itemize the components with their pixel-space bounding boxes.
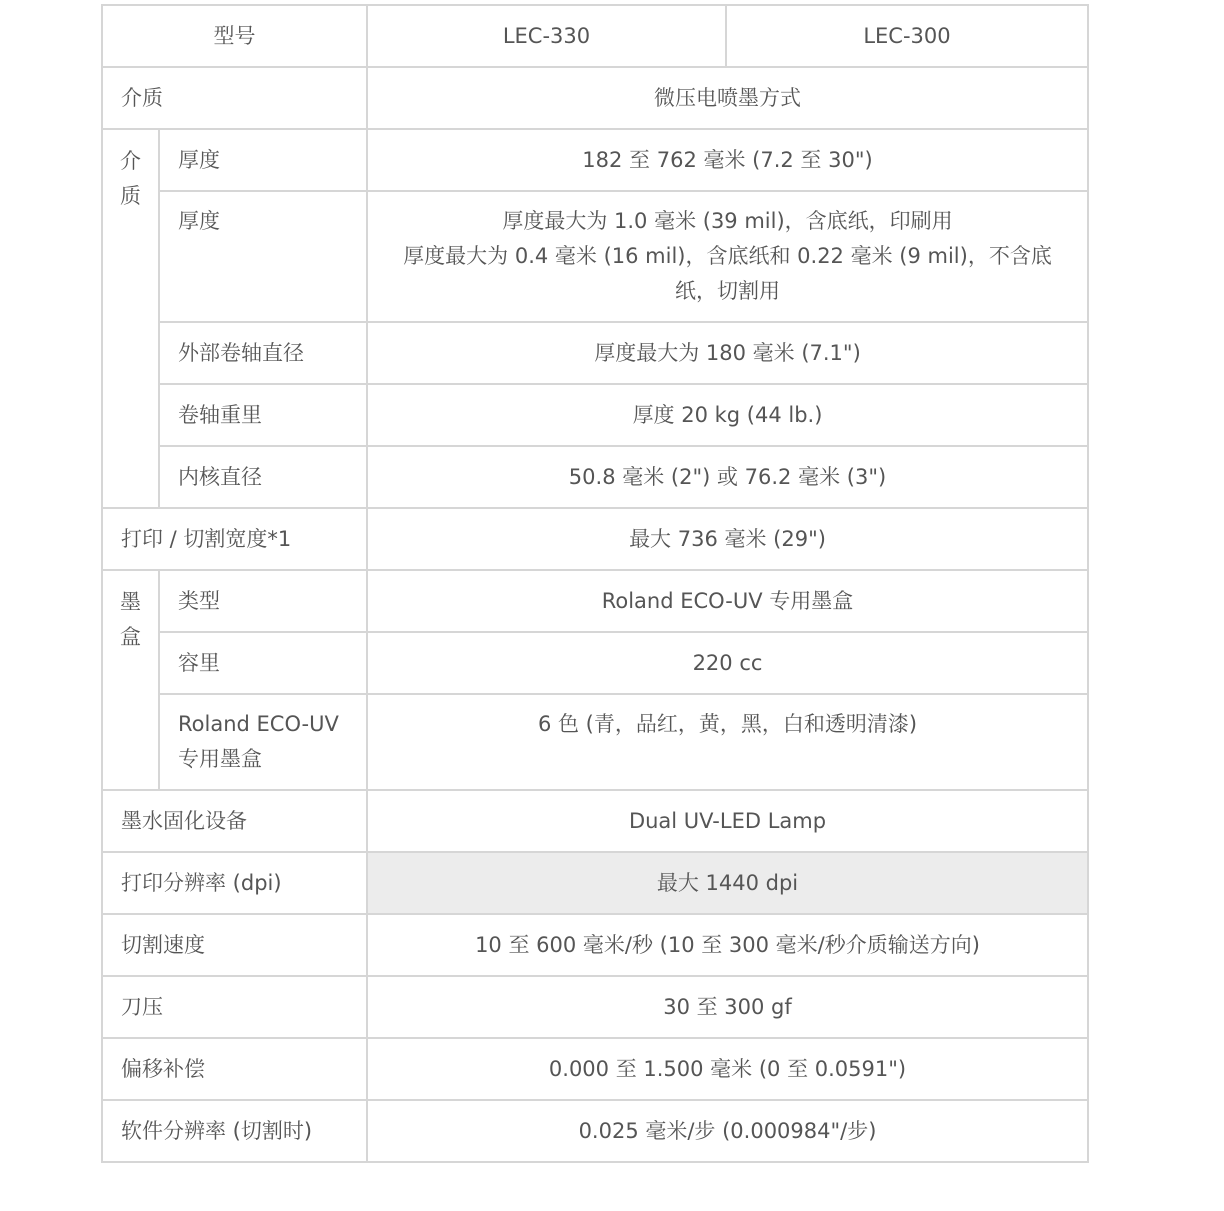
table-row — [102, 1100, 1088, 1162]
table-row — [102, 508, 1088, 570]
row-value: 6 色 (青，品红，黄，黑，白和透明清漆) — [367, 694, 1088, 790]
row-label: 墨水固化设备 — [102, 790, 367, 852]
row-label: 内核直径 — [159, 446, 367, 508]
media-group-label: 介 质 — [102, 129, 159, 508]
row-label: 软件分辨率 (切割时) — [102, 1100, 367, 1162]
table-row — [102, 446, 1088, 508]
row-value: 10 至 600 毫米/秒 (10 至 300 毫米/秒介质输送方向) — [367, 914, 1088, 976]
table-row — [102, 852, 1088, 914]
model-b: LEC-300 — [726, 5, 1088, 67]
row-label: 打印 / 切割宽度*1 — [102, 508, 367, 570]
spec-table — [101, 4, 1089, 1163]
row-label: 打印分辨率 (dpi) — [102, 852, 367, 914]
row-value: 厚度最大为 180 毫米 (7.1") — [367, 322, 1088, 384]
table-row — [102, 1038, 1088, 1100]
table-row — [102, 67, 1088, 129]
row-value: 厚度 20 kg (44 lb.) — [367, 384, 1088, 446]
row-label: 容里 — [159, 632, 367, 694]
row-label: 刀压 — [102, 976, 367, 1038]
ink-group-label: 墨 盒 — [102, 570, 159, 790]
row-label: 厚度 — [159, 129, 367, 191]
row-value: 厚度最大为 1.0 毫米 (39 mil)，含底纸，印刷用 厚度最大为 0.4 毫米 (16 mil)，含底纸和 0.22 毫米 (9 mil)，不含底 纸，切割用 — [367, 191, 1088, 322]
model-a: LEC-330 — [367, 5, 726, 67]
row-value: 最大 736 毫米 (29") — [367, 508, 1088, 570]
row-label: 卷轴重里 — [159, 384, 367, 446]
row-value: 微压电喷墨方式 — [367, 67, 1088, 129]
table-row — [102, 632, 1088, 694]
table-row — [102, 191, 1088, 322]
row-value: 0.025 毫米/步 (0.000984"/步) — [367, 1100, 1088, 1162]
row-label: 介质 — [102, 67, 367, 129]
row-label: 类型 — [159, 570, 367, 632]
header-row — [102, 5, 1088, 67]
table-row — [102, 570, 1088, 632]
table-row — [102, 322, 1088, 384]
table-row — [102, 790, 1088, 852]
row-value: Roland ECO-UV 专用墨盒 — [367, 570, 1088, 632]
model-label: 型号 — [102, 5, 367, 67]
row-value: 0.000 至 1.500 毫米 (0 至 0.0591") — [367, 1038, 1088, 1100]
row-label: 厚度 — [159, 191, 367, 322]
table-row — [102, 129, 1088, 191]
row-value: 最大 1440 dpi — [367, 852, 1088, 914]
row-label: Roland ECO-UV 专用墨盒 — [159, 694, 367, 790]
table-row — [102, 914, 1088, 976]
row-value: Dual UV-LED Lamp — [367, 790, 1088, 852]
row-value: 182 至 762 毫米 (7.2 至 30") — [367, 129, 1088, 191]
row-label: 切割速度 — [102, 914, 367, 976]
table-row — [102, 694, 1088, 790]
row-value: 220 cc — [367, 632, 1088, 694]
table-row — [102, 384, 1088, 446]
row-label: 外部卷轴直径 — [159, 322, 367, 384]
row-value: 50.8 毫米 (2") 或 76.2 毫米 (3") — [367, 446, 1088, 508]
row-value: 30 至 300 gf — [367, 976, 1088, 1038]
table-row — [102, 976, 1088, 1038]
row-label: 偏移补偿 — [102, 1038, 367, 1100]
